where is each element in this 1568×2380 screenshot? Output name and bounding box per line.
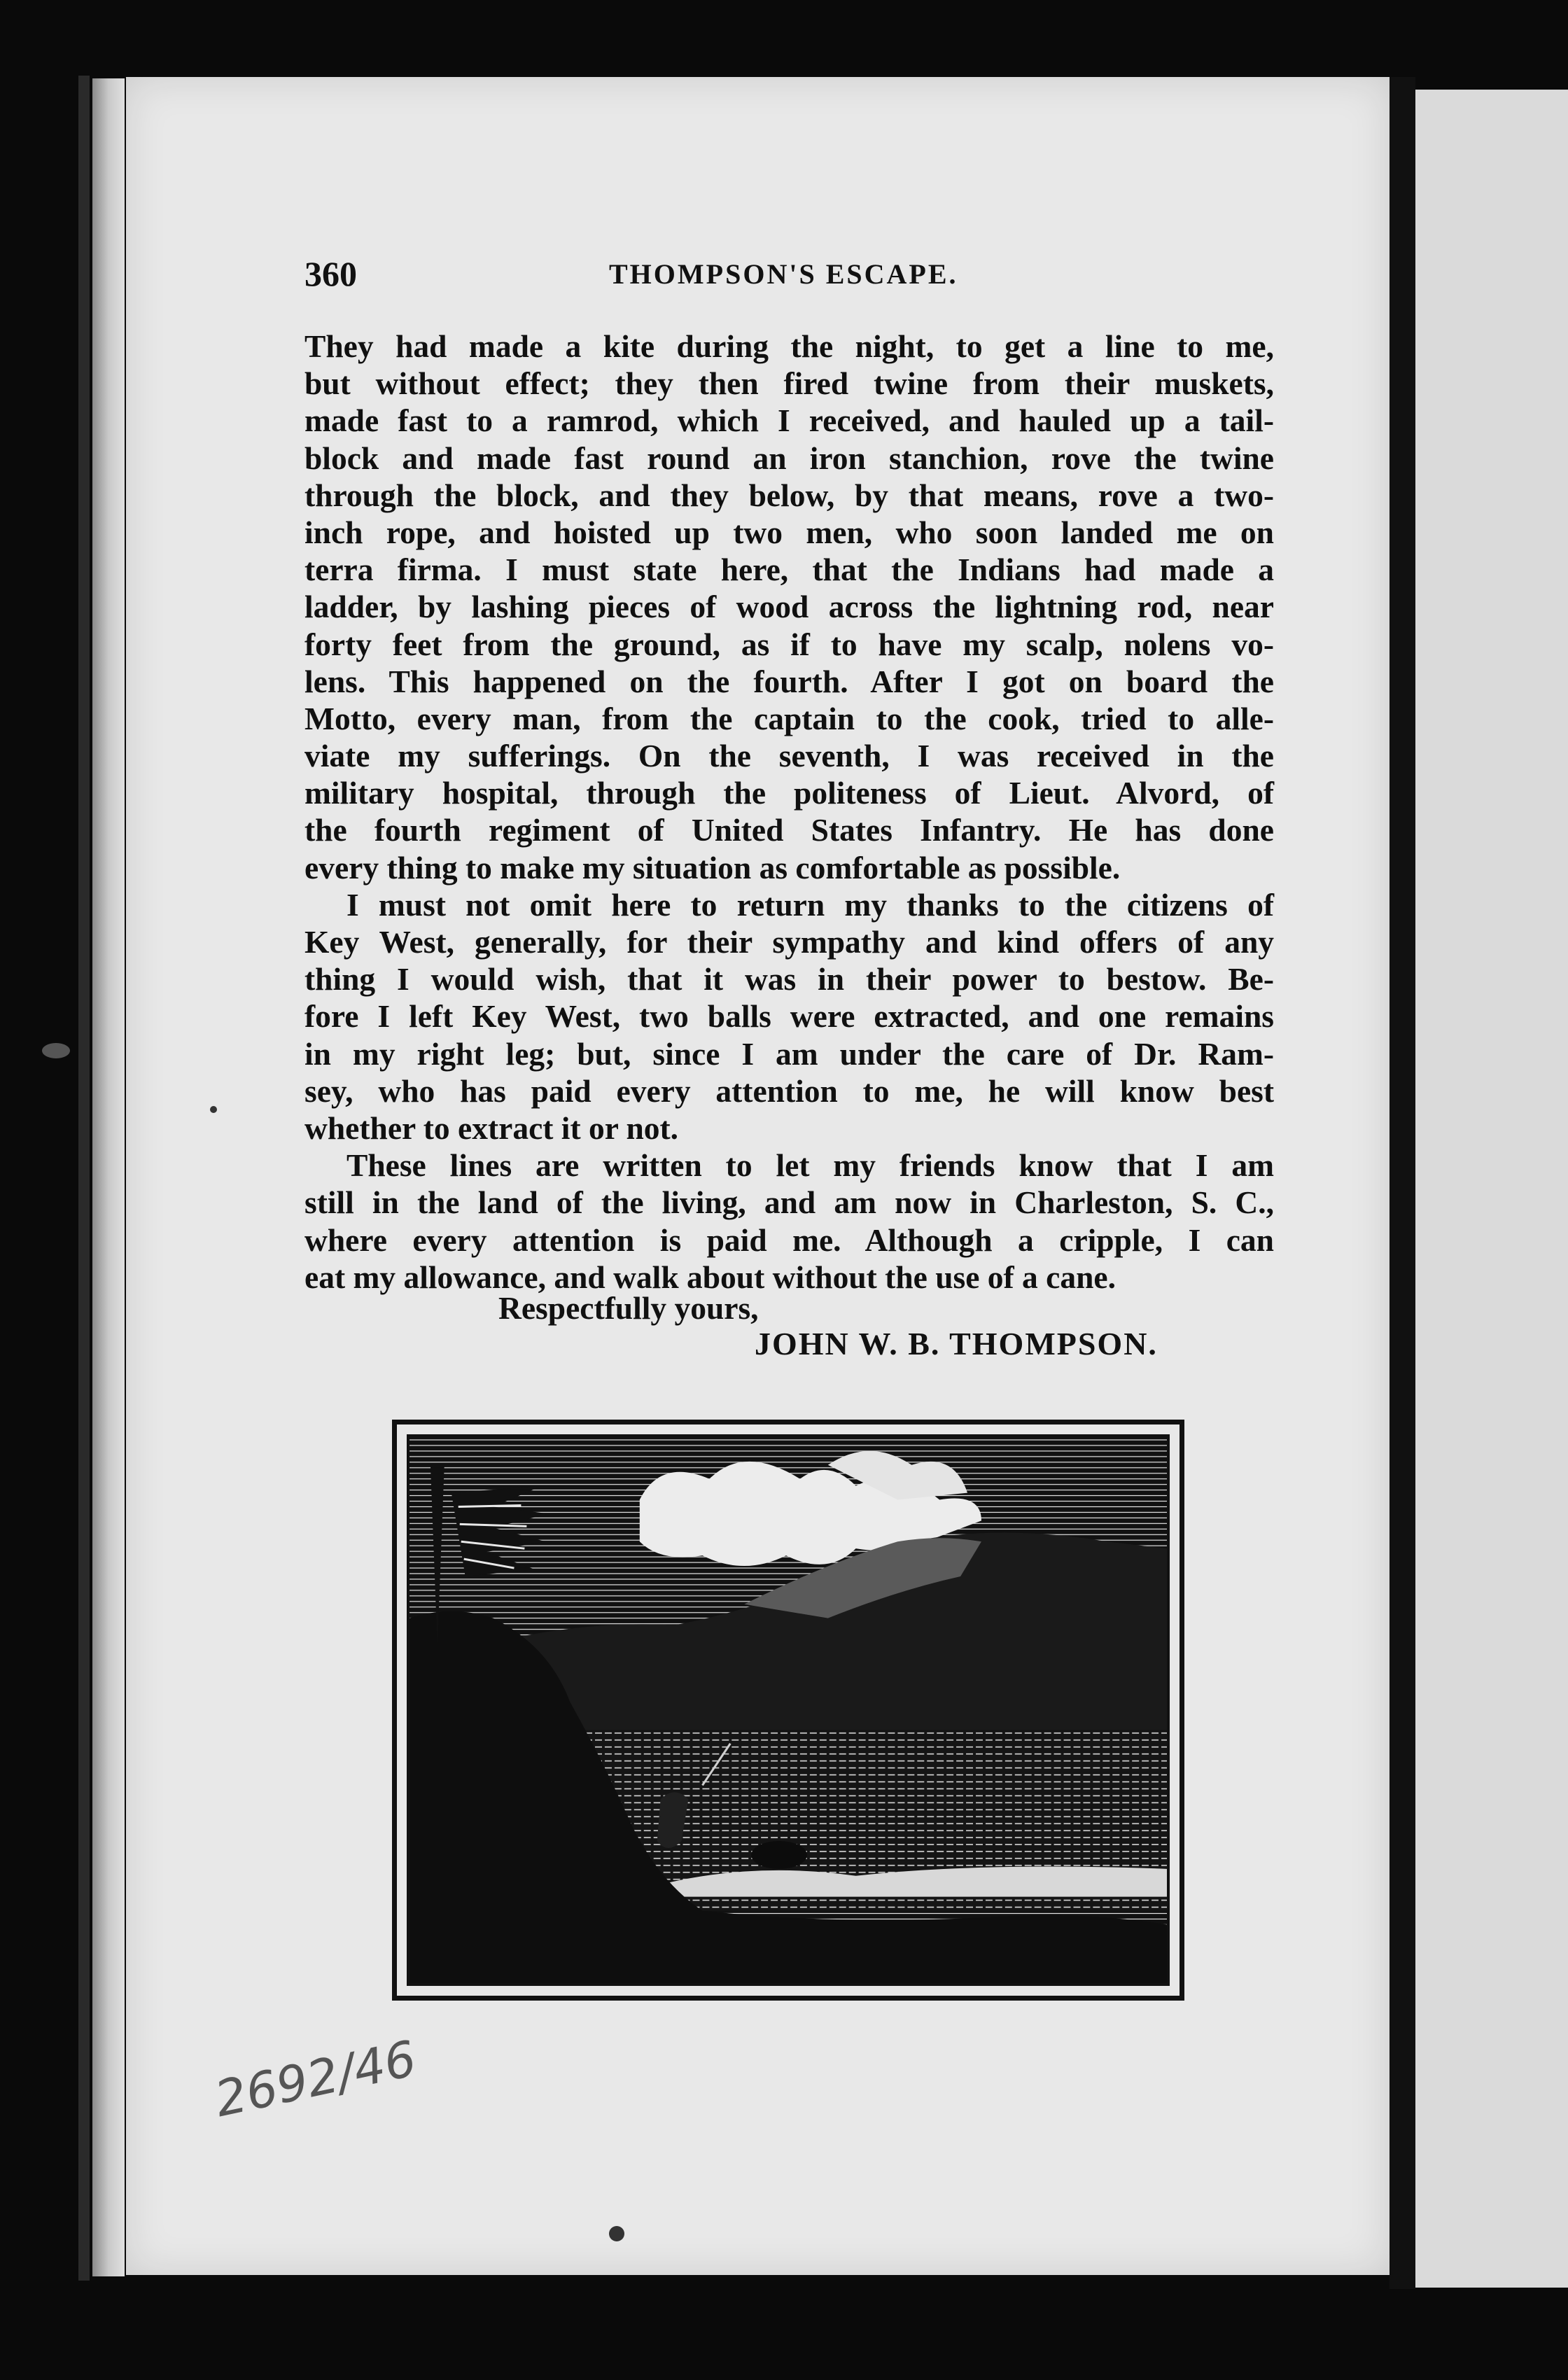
woodcut-illustration [392,1420,1184,2001]
signature: JOHN W. B. THOMPSON. [755,1326,1158,1362]
text-line: These lines are written to let my friends know that I am [346,1147,1274,1184]
page-gutter [1390,77,1415,2289]
closing-salutation: Respectfully yours, [498,1290,759,1326]
text-line: I must not omit here to return my thanks to the citizens of [346,886,1274,923]
text-line: thing I would wish, that it was in their power to bestow. Be- [304,961,1274,997]
text-line: block and made fast round an iron stanchion, rove the twine [304,440,1274,476]
text-line: terra firma. I must state here, that the Indians had made a [304,552,1274,588]
paragraph-2 [304,886,1274,1147]
text-line: where every attention is paid me. Although a cripple, I can [304,1222,1274,1258]
text-line: fore I left Key West, two balls were extracted, and one remains [304,998,1274,1035]
facing-page-edge [1415,90,1568,2288]
page-spine [92,78,125,2276]
text-line: ladder, by lashing pieces of wood across the lightning rod, near [304,589,1274,625]
text-line: forty feet from the ground, as if to have my scalp, nolens vo- [304,626,1274,662]
ink-speck [42,1043,70,1058]
text-line: inch rope, and hoisted up two men, who soon landed me on [304,514,1274,550]
handwritten-note: 2692/46 [210,2029,421,2129]
woodcut-landscape [410,1437,1167,1983]
text-line: in my right leg; but, since I am under the care of Dr. Ram- [304,1035,1274,1072]
text-line: every thing to make my situation as comfortable as possible. [304,849,1121,886]
page-header [304,253,1242,302]
left-page-edge [78,76,90,2281]
text-line: made fast to a ramrod, which I received, and hauled up a tail- [304,402,1274,439]
text-line: They had made a kite during the night, to get a line to me, [304,328,1274,364]
text-line: through the block, and they below, by that means, rove a two- [304,477,1274,513]
canoe [751,1841,807,1869]
text-line: sey, who has paid every attention to me, he will know best [304,1072,1274,1109]
text-line: Key West, generally, for their sympathy and kind offers of any [304,924,1274,960]
ink-speck [210,1106,217,1113]
paragraph-1 [304,328,1274,886]
page-number: 360 [304,254,357,293]
text-line: lens. This happened on the fourth. After I got on board the [304,663,1274,699]
text-line: viate my sufferings. On the seventh, I was received in the [304,738,1274,774]
ink-speck [609,2226,624,2241]
body-text [304,328,1274,1296]
text-line: military hospital, through the politeness of Lieut. Alvord, of [304,775,1274,811]
text-line: still in the land of the living, and am now in Charleston, S. C., [304,1184,1274,1221]
running-head: THOMPSON'S ESCAPE. [609,258,958,290]
text-line: Motto, every man, from the captain to the cook, tried to alle- [304,700,1274,736]
woodcut-frame [407,1434,1170,1986]
paragraph-3 [304,1147,1274,1296]
text-line: the fourth regiment of United States Infantry. He has done [304,812,1274,848]
text-line: eat my allowance, and walk about without the use of a cane. [304,1259,1116,1295]
text-line: but without effect; they then fired twine from their muskets, [304,365,1274,402]
text-line: whether to extract it or not. [304,1110,679,1146]
